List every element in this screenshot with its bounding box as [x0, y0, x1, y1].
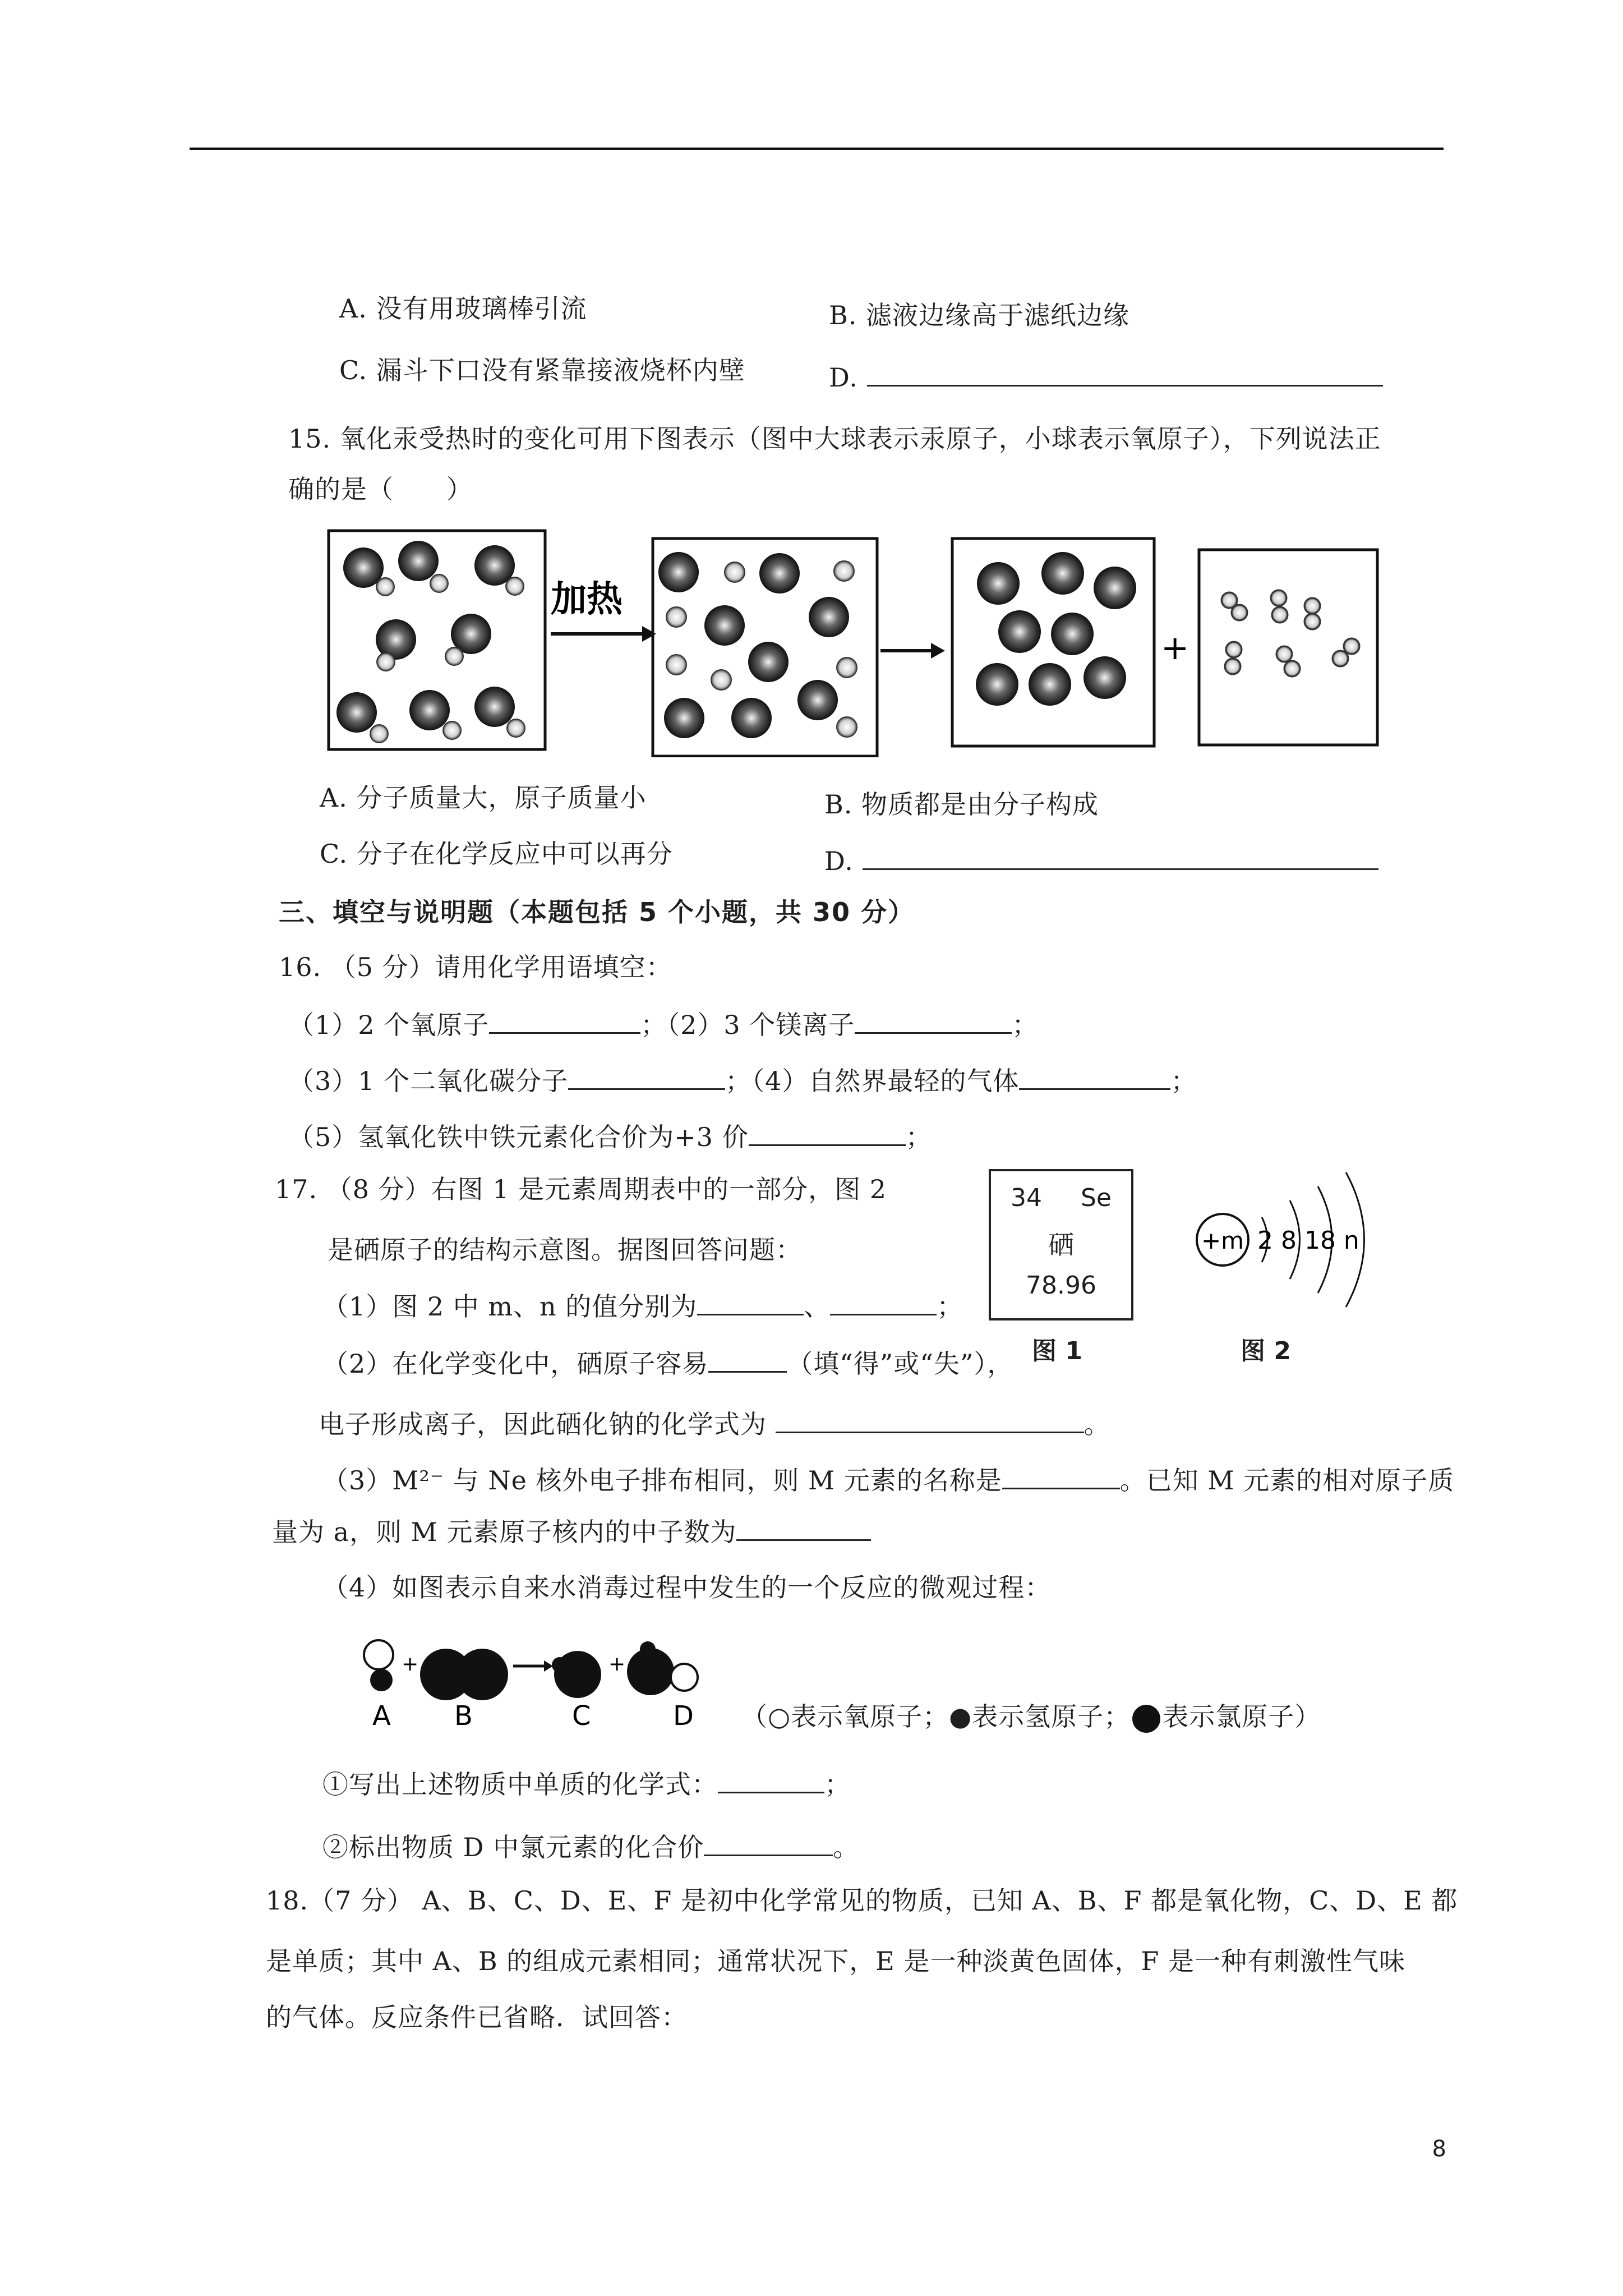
q16-part-5: （5）氢氧化铁中铁元素化合价为+3 价 ； [288, 1120, 932, 1154]
q16-blank-3[interactable] [568, 1064, 725, 1090]
q16-blank-5[interactable] [749, 1120, 906, 1146]
atomic-mass: 78.96 [1026, 1271, 1096, 1300]
q17-part-2-cont: 电子形成离子，因此硒化钠的化学式为 。 [319, 1407, 1110, 1441]
q17-part-3: （3）M²⁻ 与 Ne 核外电子排布相同，则 M 元素的名称是 。已知 M 元素的相对原子质 [322, 1463, 1454, 1497]
q17-blank-element-name[interactable] [1002, 1463, 1120, 1489]
page-number: 8 [1432, 2136, 1446, 2162]
q18-line-3: 的气体。反应条件已省略．试回答： [266, 2002, 688, 2032]
q17-part-2: （2）在化学变化中，硒原子容易 （填“得”或“失”）， [322, 1346, 1013, 1381]
chlorine-water-reaction-diagram [348, 1621, 740, 1733]
q18-line-2: 是单质；其中 A、B 的组成元素相同；通常状况下，E 是一种淡黄色固体，F 是一种有刺激性气味 [266, 1946, 1406, 1976]
q17-part-1: （1）图 2 中 m、n 的值分别为 、 ； [322, 1289, 963, 1323]
selenium-atom-structure [1178, 1167, 1380, 1324]
mercury-atoms [976, 552, 1136, 706]
figure-2-caption: 图 2 [1241, 1337, 1291, 1365]
oxygen-molecules [1221, 590, 1359, 677]
hgo-molecules [336, 541, 525, 743]
figure-1-caption: 图 1 [1032, 1337, 1082, 1365]
q14-answer-blank[interactable] [867, 360, 1383, 386]
q15-option-c: C. 分子在化学反应中可以再分 [320, 839, 673, 869]
q18-line-1: 18.（7 分） A、B、C、D、E、F 是初中化学常见的物质，已知 A、B、F 都是氧化物，C、D、E 都 [266, 1885, 1458, 1916]
molecule-label-c: C [572, 1700, 591, 1732]
q15-stem-line2: 确的是（ ） [288, 474, 473, 504]
q17-stem-line2: 是硒原子的结构示意图。据图回答问题： [328, 1235, 802, 1265]
chlorine-atom-icon [1132, 1705, 1160, 1733]
q17-blank-gain-lose[interactable] [708, 1346, 787, 1373]
q14-option-b: B. 滤液边缘高于滤纸边缘 [829, 300, 1130, 330]
q17-blank-m[interactable] [697, 1289, 804, 1315]
q17-blank-formula[interactable] [776, 1407, 1084, 1433]
element-symbol: Se [1081, 1184, 1112, 1212]
q15-option-a: A. 分子质量大，原子质量小 [320, 783, 647, 813]
heat-label: 加热 [551, 579, 623, 620]
electron-shells: 2 8 18 n [1257, 1226, 1359, 1255]
q15-answer-blank[interactable] [863, 844, 1378, 870]
separated-atoms [658, 552, 857, 738]
q15-option-b: B. 物质都是由分子构成 [824, 789, 1099, 820]
q16-part-3-4: （3）1 个二氧化碳分子 ；（4）自然界最轻的气体 ； [288, 1064, 1197, 1098]
q14-option-d: D. [829, 360, 1383, 394]
q17-blank-valence[interactable] [704, 1830, 833, 1856]
nucleus-charge: +m [1201, 1227, 1244, 1254]
periodic-table-cell-selenium [989, 1169, 1133, 1320]
q17-part-4-2: ②标出物质 D 中氯元素的化合价 。 [322, 1830, 859, 1864]
q16-blank-2[interactable] [855, 1007, 1012, 1034]
mercury-oxide-diagram [320, 522, 1385, 757]
atomic-number: 34 [1011, 1184, 1042, 1212]
q16-stem: 16. （5 分）请用化学用语填空： [279, 952, 672, 982]
q14-option-c: C. 漏斗下口没有紧靠接液烧杯内壁 [339, 355, 745, 385]
molecule-label-a: A [372, 1700, 391, 1732]
svg-text:+: + [402, 1653, 419, 1676]
q14-option-a: A. 没有用玻璃棒引流 [339, 293, 587, 324]
q17-stem: 17. （8 分）右图 1 是元素周期表中的一部分，图 2 [275, 1174, 887, 1204]
element-name: 硒 [1048, 1230, 1074, 1260]
q15-stem: 15. 氧化汞受热时的变化可用下图表示（图中大球表示汞原子，小球表示氧原子），下列说法正 [288, 424, 1381, 454]
q17-part-3-cont: 量为 a，则 M 元素原子核内的中子数为 [272, 1515, 871, 1549]
q16-part-1-2: （1）2 个氧原子 ；（2）3 个镁离子 ； [288, 1007, 1038, 1042]
q17-blank-element-formula[interactable] [718, 1767, 824, 1793]
molecule-label-d: D [673, 1700, 694, 1732]
q17-part-4-1: ①写出上述物质中单质的化学式： ； [322, 1767, 851, 1801]
header-rule [190, 148, 1444, 150]
q15-option-d: D. [824, 844, 1378, 878]
q17-blank-neutrons[interactable] [736, 1515, 871, 1541]
svg-text:+: + [608, 1653, 626, 1676]
molecule-label-b: B [454, 1700, 473, 1732]
q17-blank-n[interactable] [830, 1289, 937, 1315]
q16-blank-1[interactable] [489, 1007, 640, 1034]
reaction-legend: （○表示氧原子；●表示氢原子； 表示氯原子） [741, 1701, 1321, 1732]
plus-sign: + [1161, 628, 1189, 668]
q17-part-4: （4）如图表示自来水消毒过程中发生的一个反应的微观过程： [322, 1572, 1052, 1603]
q16-blank-4[interactable] [1019, 1064, 1170, 1090]
section-3-title: 三、填空与说明题（本题包括 5 个小题，共 30 分） [279, 897, 915, 927]
